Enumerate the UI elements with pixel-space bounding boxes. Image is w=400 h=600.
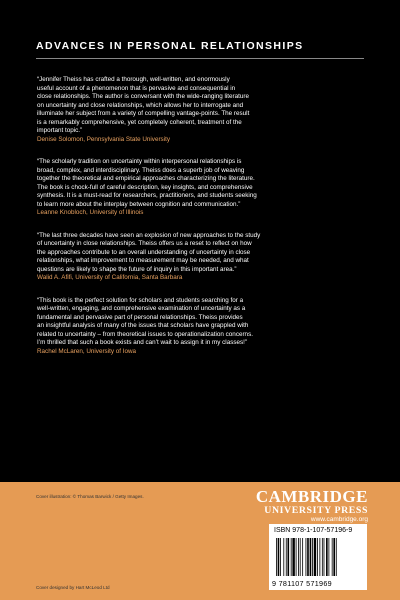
barcode-bar xyxy=(310,538,312,576)
quote-line: relationships, what improvement to measurement may be needed, and what xyxy=(37,257,249,264)
endorsement-author: Walid A. Afifi, University of California, Santa Barbara xyxy=(37,274,183,281)
endorsement-text xyxy=(37,232,370,275)
quote-line: together the theoretical and empirical approaches characterizing the literature. xyxy=(37,175,255,182)
quote-line: “This book is the perfect solution for scholars and students searching for a xyxy=(37,296,244,304)
barcode-bar xyxy=(307,538,309,576)
quote-line: illuminate her subject from a variety of compelling vantage-points. The result xyxy=(37,110,250,117)
isbn-label: ISBN 978-1-107-57196-9 xyxy=(274,527,353,534)
publisher-name: CAMBRIDGE xyxy=(255,487,368,506)
barcode-bar xyxy=(336,538,337,576)
isbn-barcode-panel xyxy=(269,524,367,590)
publisher-subtitle: UNIVERSITY PRESS xyxy=(264,505,368,516)
barcode-bar xyxy=(314,538,316,576)
endorsement-author: Rachel McLaren, University of Iowa xyxy=(37,347,137,355)
barcode-bar xyxy=(333,538,335,576)
quote-line: synthesis. It is a must-read for researchers, practitioners, and students seeking xyxy=(37,192,257,199)
barcode-bar xyxy=(287,538,289,576)
barcode-bar xyxy=(283,538,284,576)
quote-line: well-written, engaging, and comprehensive examination of uncertainty as a xyxy=(37,305,246,312)
barcode-bar xyxy=(324,538,325,576)
series-title: ADVANCES IN PERSONAL RELATIONSHIPS xyxy=(36,40,304,52)
quote-line: questions are likely to shape the future of inquiry in this important area.” xyxy=(37,265,237,273)
quote-line: useful account of a phenomenon that is pervasive and consequential in xyxy=(37,84,236,92)
barcode-bar xyxy=(292,538,294,576)
endorsements xyxy=(37,76,370,370)
publisher-logo xyxy=(256,488,368,524)
quote-line: The book is chock-full of careful description, key insights, and comprehensive xyxy=(37,183,253,191)
quote-line: to learn more about the interplay between cognition and communication.” xyxy=(37,200,241,208)
barcode-bar xyxy=(322,538,323,576)
quote-line: “Jennifer Theiss has crafted a thorough, well-written, and enormously xyxy=(37,76,230,83)
quote-line: “The scholarly tradition on uncertainty within interpersonal relationships is xyxy=(37,158,242,165)
quote-line: of uncertainty in close relationships. Theiss offers us a reset to reflect on how xyxy=(37,240,252,247)
series-divider xyxy=(36,58,364,59)
publisher-url: www.cambridge.org xyxy=(310,516,368,523)
barcode-bar xyxy=(317,538,318,576)
barcode-bar xyxy=(312,538,313,576)
barcode-icon xyxy=(274,538,362,576)
quote-line: important topic.” xyxy=(37,127,83,134)
quote-line: I’m thrilled that such a book exists and can’t wait to assign it in my classes!” xyxy=(37,339,247,346)
quote-line: close relationships. The author is conversant with the wide-ranging literature xyxy=(37,93,249,100)
endorsement-author: Leanne Knobloch, University of Illinois xyxy=(37,209,144,216)
cover-design-credit: Cover designed by Hart McLeod Ltd xyxy=(36,585,110,590)
quote-line: “The last three decades have seen an explosion of new approaches to the study xyxy=(37,231,261,239)
quote-line: related to uncertainty – from theoretical issues to operationalization concerns. xyxy=(37,330,253,338)
quote-line: an insightful analysis of many of the issues that scholars have grappled with xyxy=(37,322,249,329)
endorsement xyxy=(37,158,370,218)
barcode-bar xyxy=(332,538,333,576)
endorsement-author: Denise Solomon, Pennsylvania State University xyxy=(37,135,171,143)
barcode-bar xyxy=(286,538,287,576)
quote-line: on uncertainty and close relationships, which allows her to interrogate and xyxy=(37,101,244,109)
barcode-bar xyxy=(328,538,329,576)
barcode-bar xyxy=(278,538,280,576)
barcode-bar xyxy=(298,538,299,576)
barcode-digits: 9 781107 571969 xyxy=(272,579,332,588)
quote-line: the approaches contribute to an overall understanding of uncertainty in close xyxy=(37,248,251,256)
quote-line: is a remarkably comprehensive, yet completely coherent, treatment of the xyxy=(37,118,242,126)
barcode-bar xyxy=(276,538,277,576)
endorsement-text xyxy=(37,76,370,136)
barcode-bar xyxy=(302,538,303,576)
barcode-bar xyxy=(319,538,320,576)
footer-band xyxy=(0,482,400,600)
endorsement xyxy=(37,232,370,283)
barcode-bar xyxy=(280,538,281,576)
endorsement xyxy=(37,76,370,144)
barcode-bar xyxy=(296,538,297,576)
barcode-bar xyxy=(326,538,328,576)
quote-line: broad, complex, and interdisciplinary. Theiss does a superb job of weaving xyxy=(37,166,245,174)
barcode-bar xyxy=(306,538,307,576)
quote-line: fundamental and pervasive part of personal relationships. Theiss provides xyxy=(37,313,243,321)
endorsement-text xyxy=(37,297,370,348)
barcode-bar xyxy=(291,538,292,576)
cover-illustration-credit: Cover illustration: © Thomas Barwick / Getty Images. xyxy=(36,494,144,499)
endorsement-text xyxy=(37,158,370,209)
barcode-bar xyxy=(300,538,301,576)
endorsement xyxy=(37,297,370,357)
